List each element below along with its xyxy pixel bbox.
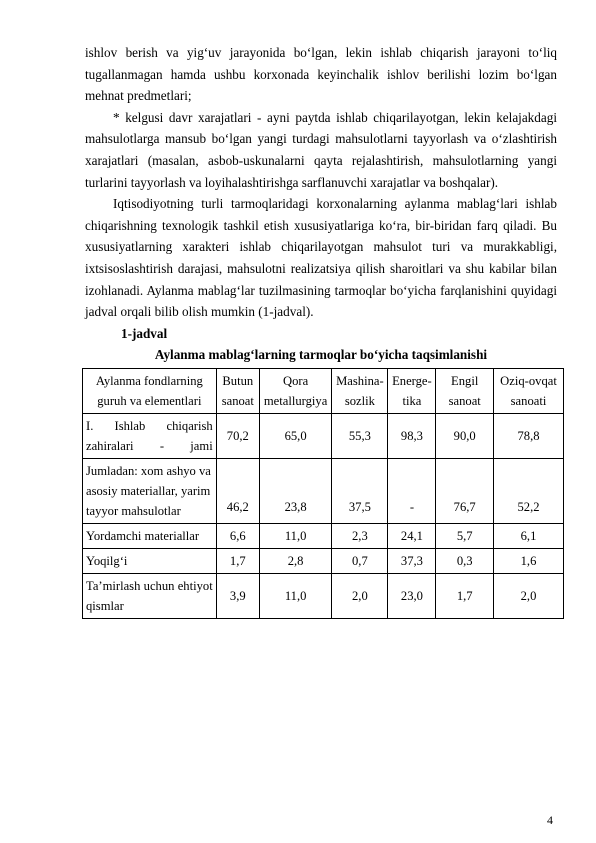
table-cell: 6,6 <box>216 523 259 548</box>
table-cell: 2,0 <box>494 573 564 618</box>
table-cell: 23,8 <box>259 458 331 523</box>
table-cell: 3,9 <box>216 573 259 618</box>
row-name: Yordamchi materiallar <box>83 523 217 548</box>
table-cell: 90,0 <box>436 413 494 458</box>
table-cell: 2,0 <box>332 573 388 618</box>
table-cell: 2,3 <box>332 523 388 548</box>
header-cell: Energe-tika <box>388 368 436 413</box>
page-number: 4 <box>547 813 553 827</box>
paragraph-1: ishlov berish va yig‘uv jarayonida bo‘lgan, lekin ishlab chiqarish jarayoni to‘liq tugallanmagan hamda ushbu korxonada keyinchalik ishlov berilishi lozim bo‘lgan mehnat predmetlari; <box>85 45 557 104</box>
table-row <box>83 458 564 523</box>
table-header-row <box>83 368 564 413</box>
document-page <box>85 42 557 619</box>
table-cell: 70,2 <box>216 413 259 458</box>
table-cell: 11,0 <box>259 523 331 548</box>
table-cell: 5,7 <box>436 523 494 548</box>
table-label: 1-jadval <box>121 325 168 341</box>
table-cell: 98,3 <box>388 413 436 458</box>
header-cell: Mashina-sozlik <box>332 368 388 413</box>
row-name: Yoqilg‘i <box>83 548 217 573</box>
header-cell: Oziq-ovqat sanoati <box>494 368 564 413</box>
header-cell: Butun sanoat <box>216 368 259 413</box>
table-cell: 11,0 <box>259 573 331 618</box>
table-cell: 65,0 <box>259 413 331 458</box>
row-name: I. Ishlab chiqarish zahiralari - jami <box>83 413 217 458</box>
table-cell: 46,2 <box>216 458 259 523</box>
row-name: Jumladan: xom ashyo va asosiy materiallar, yarim tayyor mahsulotlar <box>83 458 217 523</box>
table-cell: 78,8 <box>494 413 564 458</box>
table-cell: 76,7 <box>436 458 494 523</box>
table-cell: 37,3 <box>388 548 436 573</box>
row-name: Ta’mirlash uchun ehtiyot qismlar <box>83 573 217 618</box>
table-cell: - <box>388 458 436 523</box>
table-cell: 55,3 <box>332 413 388 458</box>
paragraph-3: Iqtisodiyotning turli tarmoqlaridagi korxonalarning aylanma mablag‘lari ishlab chiqarishning texnologik tashkil etish xususiyatlariga ko‘ra, bir-biridan farq qiladi. Bu xususiyatlarning xarakteri ishlab chiqarilayotgan mahsulot turi va murakkabligi, ixtsisoslashtirish darajasi, mahsulotni realizatsiya qilish sharoitlari va shu kabilar bilan izohlanadi. Aylanma mablag‘lar tuzilmasining tarmoqlar bo‘yicha farqlanishini quyidagi jadval orqali bilib olish mumkin (1-jadval). <box>85 196 557 320</box>
table-title: Aylanma mablag‘larning tarmoqlar bo‘yicha taqsimlanishi <box>154 346 488 362</box>
table-cell: 24,1 <box>388 523 436 548</box>
table-cell: 1,7 <box>216 548 259 573</box>
table-cell: 1,7 <box>436 573 494 618</box>
table-row <box>83 413 564 458</box>
table-cell: 6,1 <box>494 523 564 548</box>
table-cell: 2,8 <box>259 548 331 573</box>
table-cell: 1,6 <box>494 548 564 573</box>
paragraph-2: * kelgusi davr xarajatlari - ayni paytda ishlab chiqarilayotgan, lekin kelajakdagi mahsulotlarga mansub bo‘lgan yangi turdagi mahsulotlarni tayyorlash va o‘zlashtirish xarajatlari (masalan, asbob-uskunalarni qayta rejalashtirish, mahsulotlarning yangi turlarini tayyorlash va loyihalashtirishga sarflanuvchi xarajatlar va boshqalar). <box>85 109 557 190</box>
distribution-table <box>82 368 564 619</box>
table-cell: 0,3 <box>436 548 494 573</box>
table-row <box>83 523 564 548</box>
table-cell: 23,0 <box>388 573 436 618</box>
header-cell: Qora metallurgiya <box>259 368 331 413</box>
table-cell: 0,7 <box>332 548 388 573</box>
header-cell: Engil sanoat <box>436 368 494 413</box>
table-row <box>83 548 564 573</box>
table-cell: 37,5 <box>332 458 388 523</box>
header-cell: Aylanma fondlarning guruh va elementlari <box>83 368 217 413</box>
table-row <box>83 573 564 618</box>
table-cell: 52,2 <box>494 458 564 523</box>
